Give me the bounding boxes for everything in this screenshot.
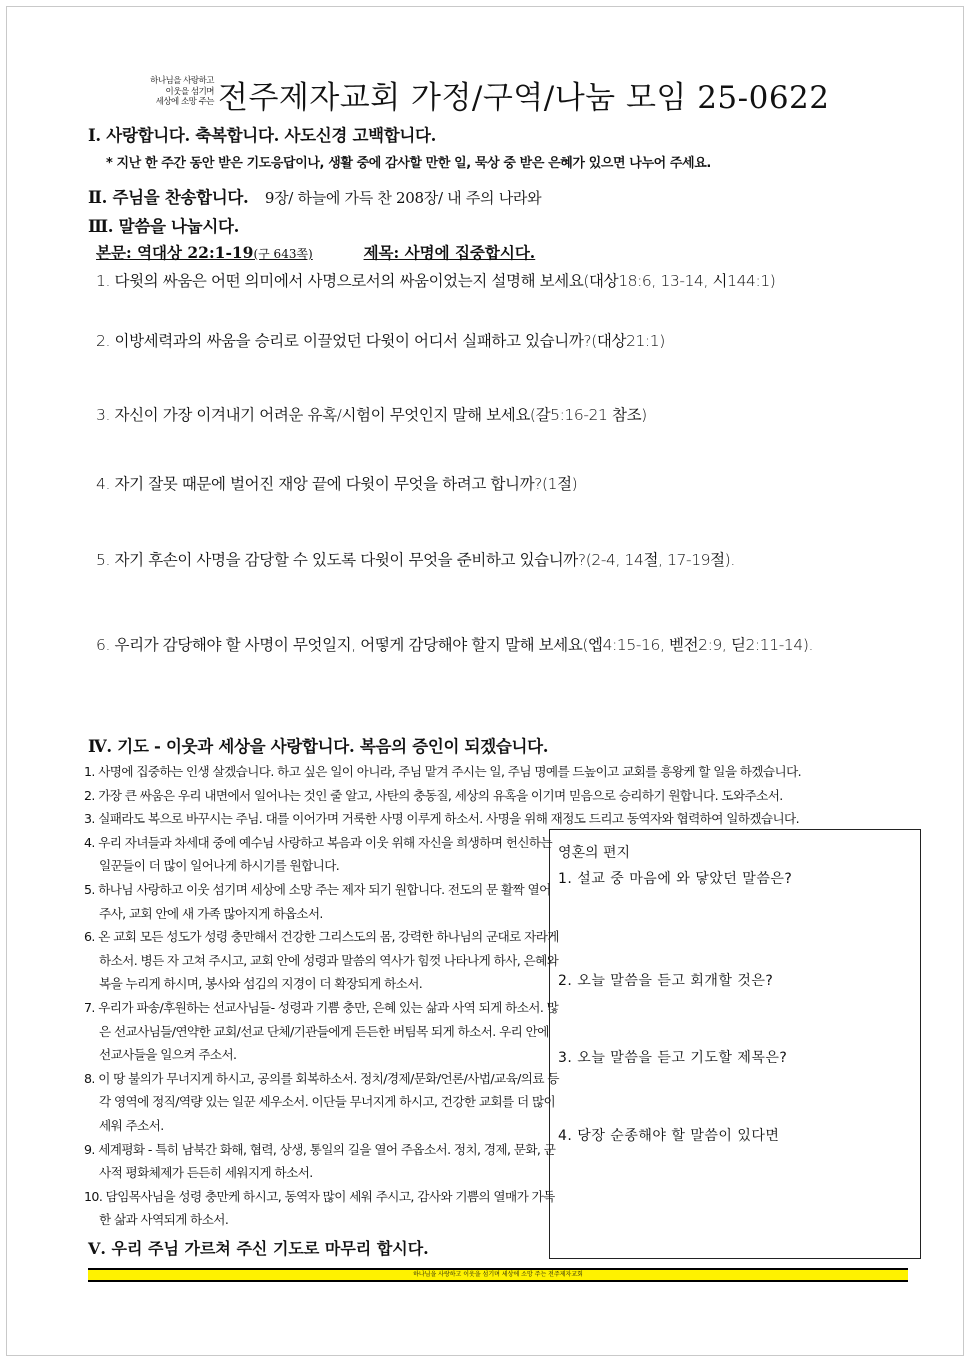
page-title: 전주제자교회 가정/구역/나눔 모임 25-0622 [218,80,830,116]
prayer-item: 2. 가장 큰 싸움은 우리 내면에서 일어나는 것인 줄 알고, 사탄의 충동질, 세상의 유혹을 이기며 믿음으로 승리하기 원합니다. 도와주소서. [84,787,783,803]
soul-letter-question: 1. 설교 중 마음에 와 닿았던 말씀은? [558,871,793,887]
section-3-heading: Ⅲ. 말씀을 나눕시다. [88,217,240,236]
passage-ref: 본문: 역대상 22:1-19 [96,243,254,262]
section-5-heading: Ⅴ. 우리 주님 가르쳐 주신 기도로 마무리 합시다. [88,1239,429,1258]
discussion-question: 6. 우리가 감당해야 할 사명이 무엇일지, 어떻게 감당해야 할지 말해 보세요(엡4:15-16, 벧전2:9, 딛2:11-14). [96,636,814,654]
discussion-question: 4. 자기 잘못 때문에 벌어진 재앙 끝에 다윗이 무엇을 하려고 합니까?(1절) [96,475,578,493]
discussion-question: 3. 자신이 가장 이겨내기 어려운 유혹/시험이 무엇인지 말해 보세요(갈5:16-21 참조) [96,406,647,424]
soul-letter-box [549,829,921,1259]
section-2-title: Ⅱ. 주님을 찬송합니다. [88,188,249,207]
prayer-item: 8. 이 땅 불의가 무너지게 하시고, 공의를 회복하소서. 정치/경제/문화/언론/사법/교육/의료 등 각 영역에 정직/역량 있는 일꾼 세우소서. 이단들 무너지게 하시고, 건강한 교회를 더 많이 세워 주소서. [84,1070,559,1133]
footer-text: 하나님을 사랑하고 이웃을 섬기며 세상에 소망 주는 전주제자교회 [413,1271,583,1278]
prayer-item: 7. 우리가 파송/후원하는 선교사님들- 성령과 기쁨 충만, 은혜 있는 삶과 사역 되게 하소서. 많은 선교사님들/연약한 교회/선교 단체/기관들에게 든든한 버팀목 되게 하소서. 우리 안에 선교사들을 일으켜 주소서. [84,999,559,1063]
prayer-item: 10. 담임목사님을 성령 충만케 하시고, 동역자 많이 세워 주시고, 감사와 기쁨의 열매가 가득한 삶과 사역되게 하소서. [84,1188,555,1228]
soul-letter-question: 4. 당장 순종해야 할 말씀이 있다면 [558,1128,780,1144]
soul-letter-question: 3. 오늘 말씀을 듣고 기도할 제목은? [558,1050,788,1066]
sharing-note: * 지난 한 주간 동안 받은 기도응답이나, 생활 중에 감사할 만한 일, 묵상 중 받은 은혜가 있으면 나누어 주세요. [106,156,711,171]
motto-line: 세상에 소망 주는 [155,97,214,107]
prayer-item: 5. 하나님 사랑하고 이웃 섬기며 세상에 소망 주는 제자 되기 원합니다. 전도의 문 활짝 열어 주사, 교회 안에 새 가족 많아지게 하옵소서. [84,881,551,921]
passage-row [96,241,535,263]
section-4-heading: Ⅳ. 기도 - 이웃과 세상을 사랑합니다. 복음의 증인이 되겠습니다. [88,737,549,756]
discussion-question: 1. 다윗의 싸움은 어떤 의미에서 사명으로서의 싸움이었는지 설명해 보세요(대상18:6, 13-14, 시144:1) [96,272,776,290]
header [130,74,890,114]
prayer-item: 6. 온 교회 모든 성도가 성령 충만해서 건강한 그리스도의 몸, 강력한 하나님의 군대로 자라게 하소서. 병든 자 고쳐 주시고, 교회 안에 성령과 말씀의 역사가 힘껏 나타나게 하사, 은혜와 복을 누리게 하시며, 봉사와 섬김의 지경이 더 확장되게 하소서. [84,929,559,992]
soul-letter-title: 영혼의 편지 [558,845,631,861]
passage-label [96,243,313,262]
motto-line: 하나님을 사랑하고 [150,76,214,86]
hymn-list: 9장/ 하늘에 가득 찬 208장/ 내 주의 나라와 [264,189,542,207]
sermon-title: 제목: 사명에 집중합시다. [363,243,536,262]
church-motto [130,76,214,108]
motto-line: 이웃을 섬기며 [165,86,214,97]
discussion-question: 2. 이방세력과의 싸움을 승리로 이끌었던 다윗이 어디서 실패하고 있습니까?(대상21:1) [96,332,665,350]
soul-letter-question: 2. 오늘 말씀을 듣고 회개할 것은? [558,973,774,989]
prayer-item: 9. 세계평화 - 특히 남북간 화해, 협력, 상생, 통일의 길을 열어 주옵소서. 정치, 경제, 문화, 군사적 평화체제가 든든히 세워지게 하소서. [84,1141,556,1181]
footer-bar [88,1268,908,1282]
prayer-item: 3. 실패라도 복으로 바꾸시는 주님. 대를 이어가며 거룩한 사명 이루게 하소서. 사명을 위해 재정도 드리고 동역자와 협력하여 일하겠습니다. [84,811,799,827]
passage-page: (구 643쪽) [253,247,313,261]
prayer-item: 1. 사명에 집중하는 인생 살겠습니다. 하고 싶은 일이 아니라, 주님 맡겨 주시는 일, 주님 명예를 드높이고 교회를 흥왕케 할 일을 하겠습니다. [84,764,802,779]
section-1-heading: Ⅰ. 사랑합니다. 축복합니다. 사도신경 고백합니다. [88,126,437,145]
prayer-item: 4. 우리 자녀들과 차세대 중에 예수님 사랑하고 복음과 이웃 위해 자신을 희생하며 헌신하는 일꾼들이 더 많이 일어나게 하시기를 원합니다. [84,834,553,874]
section-2-heading [88,184,541,208]
discussion-question: 5. 자기 후손이 사명을 감당할 수 있도록 다윗이 무엇을 준비하고 있습니까?(2-4, 14절, 17-19절). [96,551,735,569]
